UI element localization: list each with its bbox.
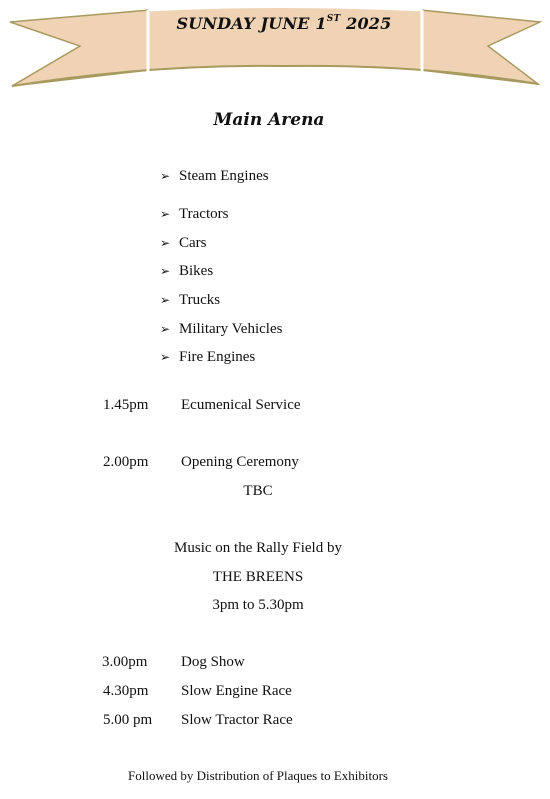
list-item-label: Tractors	[179, 206, 229, 222]
section-heading: Main Arena	[213, 110, 325, 130]
banner-title-main: SUNDAY JUNE 1	[176, 14, 327, 33]
opening-note: TBC	[243, 483, 273, 499]
list-item	[160, 263, 213, 280]
schedule-event: Opening Ceremony	[181, 454, 299, 470]
arrow-bullet-icon: ➢	[160, 293, 171, 307]
schedule-time: 5.00 pm	[103, 712, 153, 728]
list-item	[160, 292, 220, 309]
list-item-label: Cars	[179, 235, 207, 251]
list-item	[160, 321, 282, 338]
arrow-bullet-icon: ➢	[160, 264, 171, 278]
list-item-label: Military Vehicles	[179, 321, 283, 337]
list-item	[160, 235, 207, 252]
schedule-time: 2.00pm	[103, 454, 149, 470]
footer-note: Followed by Distribution of Plaques to Exhibitors	[128, 768, 388, 783]
banner-title-year: 2025	[340, 14, 392, 33]
list-item-label: Trucks	[179, 292, 221, 308]
list-item	[160, 206, 228, 223]
arrow-bullet-icon: ➢	[160, 322, 171, 336]
schedule-time: 3.00pm	[102, 654, 148, 670]
music-line-1: Music on the Rally Field by	[174, 540, 342, 556]
music-band-name: THE BREENS	[212, 569, 304, 585]
banner-title-superscript: ST	[326, 13, 341, 24]
arrow-bullet-icon: ➢	[160, 350, 171, 364]
schedule-event: Dog Show	[181, 654, 245, 670]
list-item	[160, 349, 255, 366]
arrow-bullet-icon: ➢	[160, 207, 171, 221]
schedule-time: 1.45pm	[103, 397, 149, 413]
music-time: 3pm to 5.30pm	[212, 597, 304, 613]
arrow-bullet-icon: ➢	[160, 169, 171, 183]
banner-title	[148, 14, 420, 33]
list-item-label: Bikes	[179, 263, 214, 279]
arrow-bullet-icon: ➢	[160, 236, 171, 250]
schedule-event: Slow Tractor Race	[181, 712, 293, 728]
list-item	[160, 168, 269, 185]
schedule-event: Slow Engine Race	[181, 683, 292, 699]
list-item-label: Fire Engines	[179, 349, 256, 365]
list-item-label: Steam Engines	[179, 168, 269, 184]
schedule-time: 4.30pm	[103, 683, 149, 699]
ribbon-banner	[0, 0, 550, 95]
schedule-event: Ecumenical Service	[181, 397, 301, 413]
